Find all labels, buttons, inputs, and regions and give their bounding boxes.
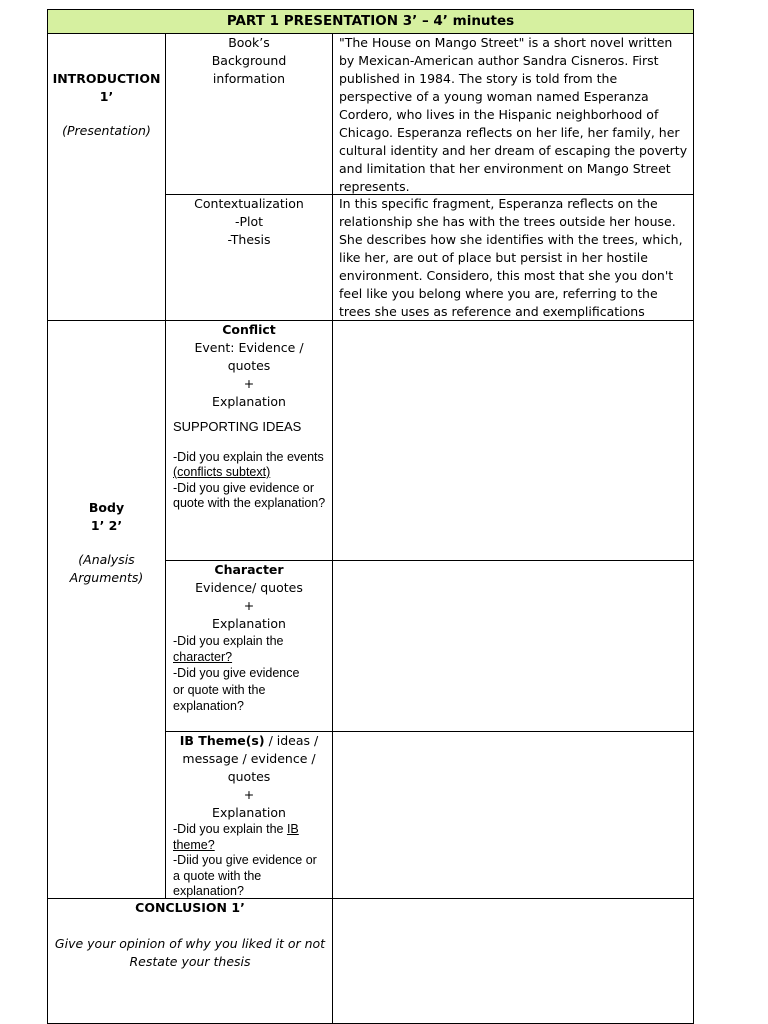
introduction-time: 1’ <box>99 89 114 104</box>
character-line: + <box>243 598 255 613</box>
theme-heading <box>180 733 318 784</box>
body-note-line: (Analysis <box>78 552 135 567</box>
theme-question-1: -Did you explain the <box>173 822 287 836</box>
character-questions <box>166 633 332 714</box>
conflict-line: quotes <box>227 358 271 373</box>
theme-questions <box>166 822 332 900</box>
table-right-border <box>693 9 694 1024</box>
contextualization-content: In this specific fragment, Esperanza reflects on the relationship she has with the trees outside her house. She describes how she identifies with the trees, which, like her, are out of place but persist in her hostile environment. Considero, this most that she you don't feel like you belong where you are, referring to the trees she uses as reference and exemplifications <box>339 196 683 319</box>
body-label <box>48 499 165 587</box>
conflict-questions <box>166 450 332 512</box>
conclusion-line-2: Restate your thesis <box>129 954 251 969</box>
theme-heading-rest: / ideas / message / evidence / quotes <box>182 733 319 784</box>
label-line: information <box>212 71 286 86</box>
table-title: PART 1 PRESENTATION 3’ – 4’ minutes <box>47 9 694 34</box>
label-line: -Plot <box>234 214 264 229</box>
theme-heading-bold: IB Theme(s) <box>179 733 265 748</box>
background-info-content: "The House on Mango Street" is a short novel written by Mexican-American author Sandra Cisneros. First published in 1984. The story is told from the perspective of a young woman named Esperanza Cordero, who lives in the Hispanic neighborhood of Chicago. Esperanza reflects on her life, her family, her cultural identity and her dream of escaping the poverty and limitation that her environment on Mango Street represents. <box>339 35 688 194</box>
conflict-question-1: -Did you explain the events <box>173 449 324 464</box>
body-time: 1’ 2’ <box>90 518 123 533</box>
label-line: Book’s <box>228 35 270 50</box>
character-question-1: -Did you explain the <box>173 634 284 648</box>
contextualization-label <box>166 195 332 249</box>
conflict-question-1-underlined: (conflicts subtext) <box>173 465 271 479</box>
theme-answer-cell[interactable] <box>333 732 693 898</box>
character-question-1-underlined: character? <box>173 650 233 665</box>
conflict-cell <box>166 321 332 512</box>
conflict-line: Event: Evidence / <box>194 340 304 355</box>
character-question-2: -Did you give evidence or quote with the explanation? <box>173 666 300 713</box>
theme-line: + <box>243 787 255 802</box>
conflict-heading: Conflict <box>222 322 276 337</box>
background-info-label <box>166 34 332 88</box>
conclusion-line-1: Give your opinion of why you liked it or not <box>54 936 326 951</box>
introduction-label <box>48 70 165 140</box>
theme-question-2: -Diid you give evidence or a quote with the explanation? <box>173 853 317 898</box>
conclusion-heading: CONCLUSION 1’ <box>135 900 245 915</box>
label-line: Contextualization <box>194 196 304 211</box>
theme-cell <box>166 732 332 900</box>
conclusion-answer-cell[interactable] <box>333 899 693 1023</box>
supporting-ideas-heading: SUPPORTING IDEAS <box>173 419 302 434</box>
presentation-rubric-table <box>47 9 694 1024</box>
conflict-line: Explanation <box>212 394 286 409</box>
character-line: Explanation <box>212 616 286 631</box>
theme-question-1-underlined: IB theme? <box>173 822 299 852</box>
theme-line: Explanation <box>212 805 286 820</box>
character-answer-cell[interactable] <box>333 561 693 731</box>
introduction-note: (Presentation) <box>62 123 151 138</box>
character-cell <box>166 561 332 714</box>
label-line: -Thesis <box>227 232 271 247</box>
body-note-line: Arguments) <box>69 570 144 585</box>
conflict-line: + <box>243 376 255 391</box>
introduction-heading: INTRODUCTION <box>52 71 161 86</box>
conclusion-label <box>48 899 332 971</box>
character-heading: Character <box>214 562 284 577</box>
conflict-question-2: -Did you give evidence or quote with the explanation? <box>173 480 326 510</box>
conflict-answer-cell[interactable] <box>333 321 693 560</box>
character-line: Evidence/ quotes <box>195 580 303 595</box>
body-heading: Body <box>88 500 125 515</box>
label-line: Background <box>211 53 287 68</box>
